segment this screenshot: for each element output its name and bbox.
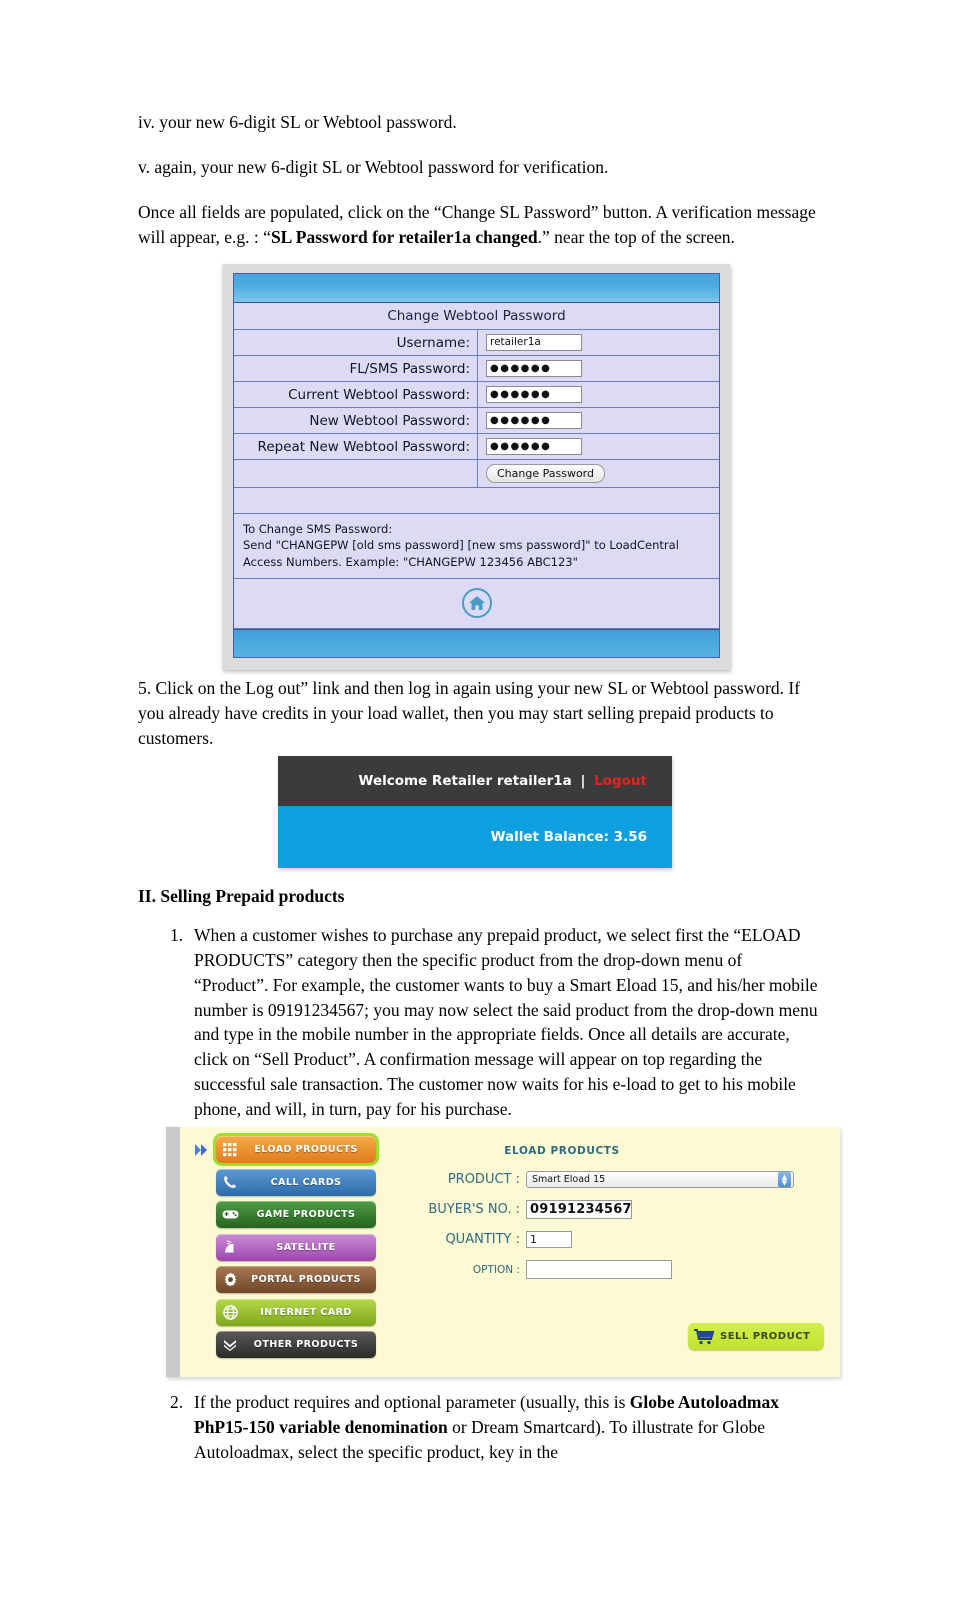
eload-form [376,1127,840,1377]
globe-icon [216,1299,244,1326]
label-product: PRODUCT : [447,1172,520,1187]
figure-welcome-banner [278,756,672,868]
row-repeat-new-webtool-password [234,434,719,460]
sms-note [234,514,687,578]
nav-row-game-products [194,1201,376,1228]
sidebar-item-call-cards[interactable] [216,1169,376,1196]
buyers-no-input[interactable]: 09191234567 [526,1200,632,1219]
sidebar-item-game-products[interactable] [216,1201,376,1228]
label-buyers-no: BUYER'S NO. : [428,1202,520,1217]
sidebar-item-other-products-label: OTHER PRODUCTS [253,1339,359,1350]
list-item-2-part2: or Dream Smartcard). To illustrate for Globe Autoloadmax, select the specific product, key in the [194,1416,766,1462]
gamepad-icon [216,1201,244,1228]
phone-icon [216,1169,244,1196]
new-webtool-password-input[interactable]: ●●●●●● [486,412,582,429]
field-cell-submit [478,460,719,487]
nav-row-internet-card [194,1299,376,1326]
figure-change-webtool-password [222,264,730,670]
category-nav [180,1127,376,1377]
logout-link[interactable]: Logout [594,773,647,789]
welcome-prefix: Welcome Retailer [358,773,497,789]
flsms-password-input[interactable]: ●●●●●● [486,360,582,377]
sell-product-button-label: SELL PRODUCT [720,1331,811,1342]
wallet-bar [278,806,672,868]
shopping-cart-icon [688,1329,720,1345]
home-icon [462,588,492,618]
list-item-1-text: When a customer wishes to purchase any prepaid product, we select first the “ELOAD PRODUCTS” category then the specific product from the drop-down menu of “Product”. For example, the customer wants to buy a Smart Eload 15, and his/her mobile number is 09191234567; you may now select the said product from the drop-down menu and type in the mobile number in the appropriate fields. Once all details are accurate, click on “Sell Product”. A confirmation message will appear on top regarding the successful sale transaction. The customer now waits for his e-load to get to his mobile phone, and will, in turn, pay for his purchase. [194,925,818,1119]
nav-row-portal-products [194,1266,376,1293]
label-current-webtool-password: Current Webtool Password: [234,382,478,407]
chevron-down-glyph: ▼ [781,1178,788,1187]
row-spacer [234,488,719,514]
row-quantity [376,1231,840,1248]
welcome-text-group [359,773,647,789]
row-flsms-password [234,356,719,382]
field-cell-username [478,330,719,355]
figure-eload-products [166,1127,840,1377]
list-item-2-part1: If the product requires and optional parameter (usually, this is [194,1392,630,1412]
sidebar-item-other-products[interactable] [216,1331,376,1358]
double-chevron-right-icon [194,1143,216,1157]
list-item-2-number: 2. [170,1392,184,1412]
current-webtool-password-input[interactable]: ●●●●●● [486,386,582,403]
field-cell-flsms [478,356,719,381]
nav-row-call-cards [194,1169,376,1196]
list-item-1 [138,923,820,1122]
row-current-webtool-password [234,382,719,408]
product-select[interactable] [526,1171,794,1188]
sidebar-item-portal-products-label: PORTAL PRODUCTS [251,1274,361,1285]
sell-product-button[interactable] [688,1323,824,1350]
sidebar-item-eload-products-label: ELOAD PRODUCTS [254,1144,358,1155]
label-flsms-password: FL/SMS Password: [234,356,478,381]
nav-row-eload-products [194,1136,376,1163]
field-cell-current [478,382,719,407]
row-buyers-no [376,1200,840,1219]
once-bold: SL Password for retailer1a changed [270,226,538,247]
sidebar-item-satellite-label: SATELLITE [276,1241,336,1253]
prose-step5 [138,676,820,768]
label-option: OPTION : [472,1263,520,1276]
row-option [376,1260,840,1279]
quantity-input[interactable]: 1 [526,1231,572,1248]
left-gutter [166,1127,180,1377]
prose-item-2 [138,1390,820,1477]
once-part1: Once all fields are populated, click on the “Change SL Password” button. A verification message will appear, e.g. : “ [138,201,816,247]
prose-top [138,110,820,266]
screenshot-frame [222,264,730,670]
row-sms-note [234,514,719,579]
double-chevron-down-icon [216,1331,244,1358]
roman-item-v: v. again, your new 6-digit SL or Webtool password for verification. [138,156,609,177]
row-username [234,330,719,356]
once-part2: .” near the top of the screen. [537,226,735,247]
paragraph-step-5: 5. Click on the Log out” link and then log in again using your new SL or Webtool password. If you already have credits in your load wallet, then you may start selling prepaid products to customers. [138,678,801,748]
satellite-dish-icon [216,1234,244,1261]
panel-bottom-bar [234,629,719,657]
numbered-list [138,923,820,1122]
sms-note-line-3: Access Numbers. Example: "CHANGEPW 123456 ABC123" [243,554,578,569]
field-cell-new [478,408,719,433]
panel-title: Change Webtool Password [387,308,566,324]
username-input[interactable]: retailer1a [486,334,582,351]
label-quantity: QUANTITY : [445,1232,520,1247]
sms-note-line-2: Send "CHANGEPW [old sms password] [new sms password]" to LoadCentral [243,538,679,553]
label-submit-empty [234,460,478,487]
list-item-2 [138,1390,820,1465]
label-new-webtool-password: New Webtool Password: [234,408,478,433]
gear-icon [216,1266,244,1293]
chevron-up-glyph: ▲ [781,1172,788,1181]
sidebar-item-internet-card[interactable] [216,1299,376,1326]
sms-note-line-1: To Change SMS Password: [243,522,393,536]
wallet-balance-label: Wallet Balance: 3.56 [490,829,647,845]
label-repeat-new-webtool-password: Repeat New Webtool Password: [234,434,478,459]
home-button[interactable] [234,579,719,628]
prose-section-two [138,886,820,1134]
change-password-button[interactable]: Change Password [486,464,605,483]
welcome-bar [278,756,672,806]
nav-row-satellite [194,1234,376,1261]
label-username: Username: [234,330,478,355]
grid-icon [216,1136,244,1163]
webtool-panel [233,273,720,658]
list-item-1-number: 1. [170,925,184,945]
row-submit [234,460,719,488]
welcome-username: retailer1a [496,773,572,789]
panel-title-row [234,303,719,330]
product-select-value: Smart Eload 15 [532,1174,606,1185]
welcome-separator: | [575,773,591,789]
sidebar-item-portal-products[interactable] [216,1266,376,1293]
sidebar-item-eload-products[interactable] [216,1136,376,1163]
nav-row-other-products [194,1331,376,1358]
numbered-list-continued [138,1390,820,1465]
eload-panel-title: ELOAD PRODUCTS [504,1145,620,1157]
roman-item-iv: iv. your new 6-digit SL or Webtool password. [138,112,457,132]
sidebar-item-call-cards-label: CALL CARDS [270,1176,342,1188]
list-item-2-bold: Globe Autoloadmax PhP15-150 variable denomination [194,1392,780,1437]
sidebar-item-satellite[interactable] [216,1234,376,1261]
row-new-webtool-password [234,408,719,434]
chevron-updown-icon [778,1172,791,1187]
paragraph-once-all-fields [138,200,820,250]
option-input[interactable] [526,1260,672,1279]
section-heading-selling-prepaid: II. Selling Prepaid products [138,886,345,906]
panel-top-bar [234,274,719,303]
row-product [376,1171,840,1188]
sidebar-item-game-products-label: GAME PRODUCTS [256,1209,356,1220]
sidebar-item-internet-card-label: INTERNET CARD [260,1306,352,1318]
field-cell-repeat [478,434,719,459]
repeat-new-webtool-password-input[interactable]: ●●●●●● [486,438,582,455]
row-home [234,579,719,629]
